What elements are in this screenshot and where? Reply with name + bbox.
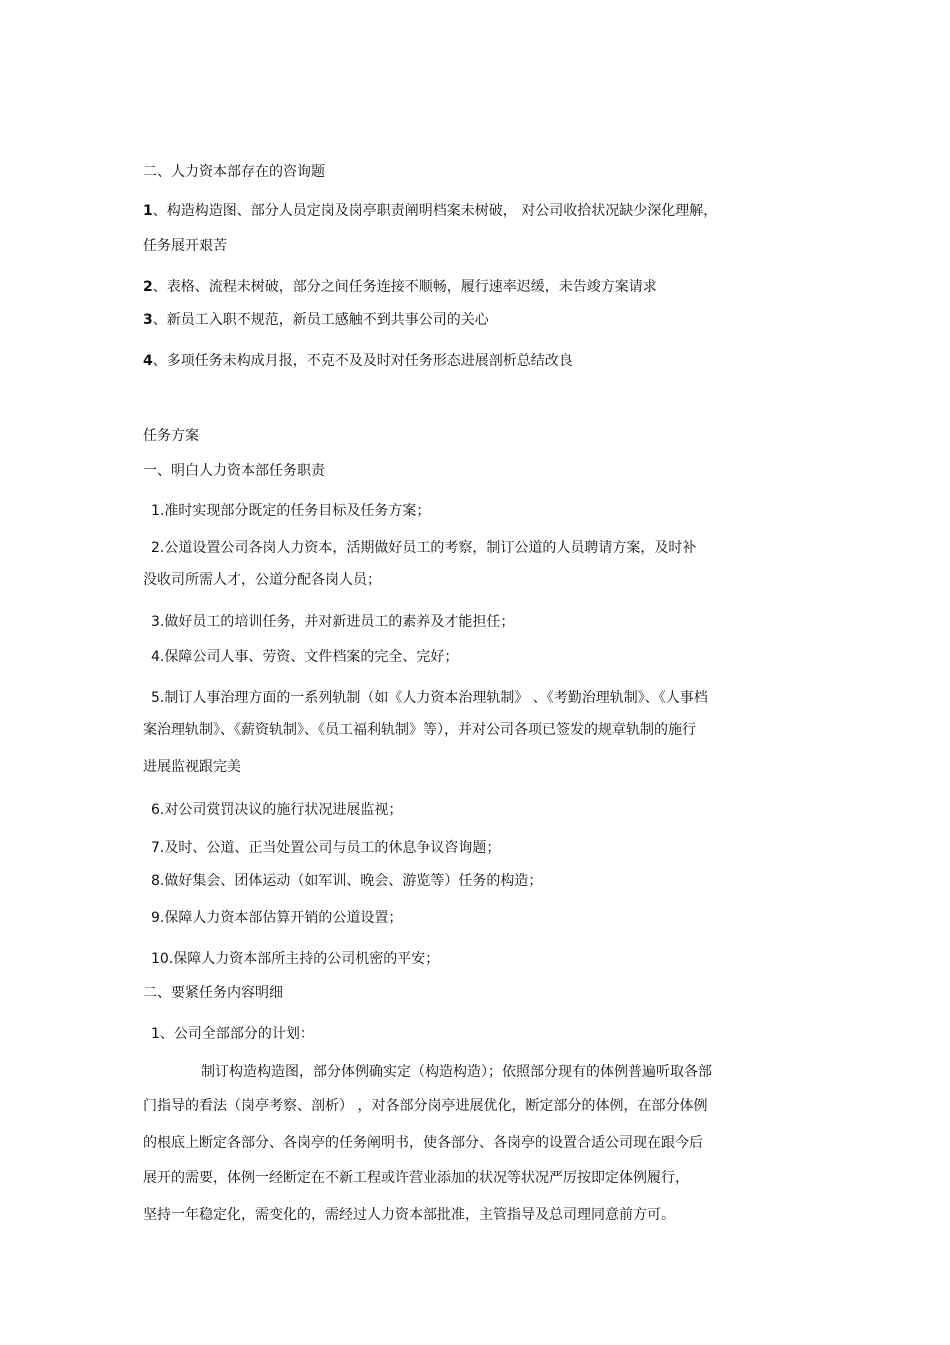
duty-item-3: 3.做好员工的培训任务，并对新进员工的素养及才能担任； [151,614,515,630]
duty-item-5: 5.制订人事治理方面的一系列轨制（如《人力资本治理轨制》 、《考勤治理轨制》、《人事档 [151,690,708,706]
detail-paragraph-line-4: 展开的需要，体例一经断定在不新工程或许营业添加的状况等状况严厉按即定体例履行， [143,1170,689,1186]
duty-item-2-continued: 没收司所需人才，公道分配各岗人员； [143,572,381,588]
section-heading-duties: 一、明白人力资本部任务职责 [143,463,325,479]
separator: 、 [152,353,167,369]
duty-item-7: 7.及时、公道、正当处置公司与员工的休息争议咨询题； [151,840,501,856]
section-heading-plan: 任务方案 [143,428,199,444]
separator: 、 [152,312,167,328]
problem-item-1 [143,202,717,220]
duty-item-10: 10.保障人力资本部所主持的公司机密的平安； [151,951,440,967]
section-heading-problems: 二、人力资本部存在的咨询题 [143,164,325,180]
duty-item-9: 9.保障人力资本部估算开销的公道设置； [151,910,403,926]
separator: 、 [152,203,167,219]
problem-item-2 [143,278,657,296]
problem-item-3-text: 新员工入职不规范，新员工感触不到共事公司的关心 [166,312,489,328]
section-heading-details: 二、要紧任务内容明细 [143,985,283,1001]
detail-paragraph-line-1: 制订构造构造图，部分体例确实定（构造构造）；依照部分现有的体例普遍听取各部 [201,1064,712,1080]
problem-item-3 [143,311,489,329]
item-number: 2 [143,279,153,295]
item-number: 4 [143,353,153,369]
duty-item-4: 4.保障公司人事、劳资、文件档案的完全、完好； [151,649,459,665]
detail-paragraph-line-3: 的根底上断定各部分、各岗亭的任务阐明书，使各部分、各岗亭的设置合适公司现在跟今后 [143,1135,703,1151]
problem-item-1-continued: 任务展开艰苦 [143,238,227,254]
duty-item-8: 8.做好集会、团体运动（如军训、晚会、游览等）任务的构造； [151,873,543,889]
problem-item-4 [143,352,573,370]
separator: 、 [152,279,167,295]
problem-item-1-text: 构造构造图、部分人员定岗及岗亭职责阐明档案未树破， 对公司收拾状况缺少深化理解， [166,203,718,219]
duty-item-5-continued-1: 案治理轨制》、《薪资轨制》、《员工福利轨制》等），并对公司各项已签发的规章轨制的施行 [143,722,696,738]
detail-paragraph-line-5: 坚持一年稳定化，需变化的，需经过人力资本部批准，主管指导及总司理同意前方可。 [143,1207,675,1223]
problem-item-4-text: 多项任务未构成月报，不克不及及时对任务形态进展剖析总结改良 [166,353,573,369]
duty-item-6: 6.对公司赏罚决议的施行状况进展监视； [151,802,403,818]
duty-item-1: 1.准时实现部分既定的任务目标及任务方案； [151,503,431,519]
detail-item-1: 1、公司全部部分的计划： [151,1026,314,1042]
duty-item-5-continued-2: 进展监视跟完美 [143,759,241,775]
item-number: 1 [143,203,153,219]
item-number: 3 [143,312,153,328]
problem-item-2-text: 表格、流程未树破，部分之间任务连接不顺畅，履行速率迟缓，未告竣方案请求 [166,279,657,295]
detail-paragraph-line-2: 门指导的看法（岗亭考察、剖析） ，对各部分岗亭进展优化，断定部分的体例，在部分体例 [143,1098,708,1114]
duty-item-2: 2.公道设置公司各岗人力资本，活期做好员工的考察，制订公道的人员聘请方案，及时补 [151,540,697,556]
